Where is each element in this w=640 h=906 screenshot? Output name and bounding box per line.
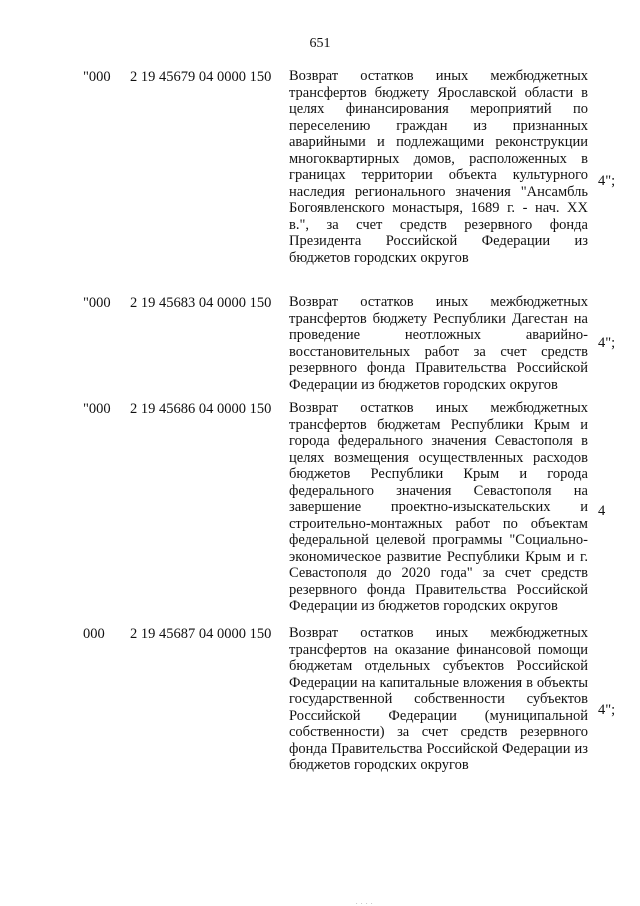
row-description: Возврат остатков иных межбюджетных трансфертов бюджетам Республики Крым и города федерального значения Севастополя в целях возмещения осуществленных расходов бюджетов Республики Крым и города федерального значения Севастополя на завершение проектно-изыскательских и строительно-монтажных работ по объектам федеральной целевой программы "Социально-экономическое развитие Республики Крым и г. Севастополя до 2020 года" за счет средств резервного фонда Правительства Российской Федерации из бюджетов городских округов: [289, 400, 588, 614]
budget-code: 2 19 45683 04 0000 150: [130, 295, 272, 311]
budget-code: 2 19 45679 04 0000 150: [130, 69, 272, 85]
row-prefix: 000: [83, 626, 105, 642]
budget-code: 2 19 45687 04 0000 150: [130, 626, 272, 642]
scan-artifact: . . . .: [356, 900, 374, 906]
row-prefix: "000: [83, 69, 111, 85]
row-level: 4";: [598, 173, 616, 189]
row-level: 4: [598, 503, 606, 519]
row-description: Возврат остатков иных межбюджетных трансфертов бюджету Ярославской области в целях финансирования мероприятий по переселению граждан из признанных аварийными и подлежащими реконструкции многоквартирных домов, расположенных в границах территории объекта культурного наследия регионального значения "Ансамбль Богоявленского монастыря, 1689 г. - нач. XX в.", за счет средств резервного фонда Президента Российской Федерации из бюджетов городских округов: [289, 68, 588, 266]
row-description: Возврат остатков иных межбюджетных трансфертов бюджету Республики Дагестан на проведение неотложных аварийно-восстановительных работ за счет средств резервного фонда Правительства Российской Федерации из бюджетов городских округов: [289, 294, 588, 393]
row-prefix: "000: [83, 401, 111, 417]
row-level: 4";: [598, 702, 616, 718]
budget-code: 2 19 45686 04 0000 150: [130, 401, 272, 417]
row-level: 4";: [598, 335, 616, 351]
page-number: 651: [309, 36, 331, 51]
row-description: Возврат остатков иных межбюджетных трансфертов на оказание финансовой помощи бюджетам отдельных субъектов Российской Федерации на капитальные вложения в объекты государственной собственности субъектов Российской Федерации (муниципальной собственности) за счет средств резервного фонда Правительства Российской Федерации из бюджетов городских округов: [289, 625, 588, 773]
row-prefix: "000: [83, 295, 111, 311]
